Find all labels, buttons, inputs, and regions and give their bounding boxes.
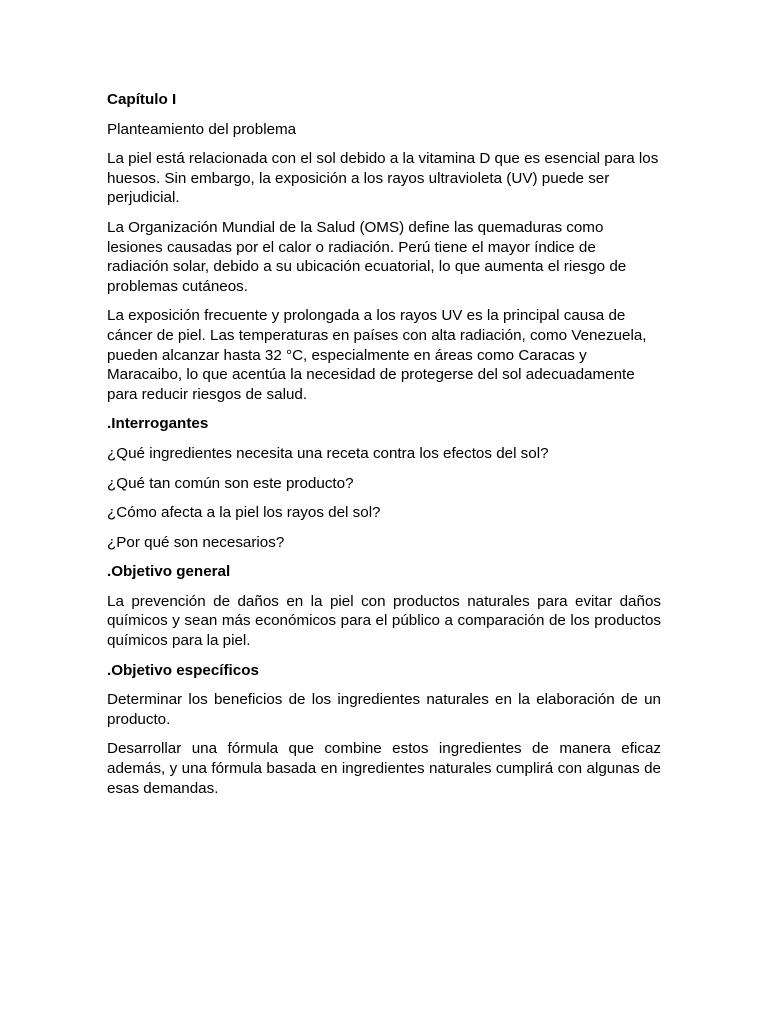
question-4: ¿Por qué son necesarios? xyxy=(107,533,285,551)
question-3: ¿Cómo afecta a la piel los rayos del sol? xyxy=(107,504,381,522)
question-1: ¿Qué ingredientes necesita una receta contra los efectos del sol? xyxy=(107,444,549,462)
objetivo-general-heading: .Objetivo general xyxy=(107,563,231,581)
interrogantes-heading: .Interrogantes xyxy=(107,415,209,433)
intro-paragraph-2: La Organización Mundial de la Salud (OMS) define las quemaduras como lesiones causadas por el calor o radiación. Perú tiene el mayor índice de radiación solar, debido a su ubicación ecuatorial, lo que aumenta el riesgo de problemas cutáneos. xyxy=(107,218,627,295)
chapter-title: Capítulo I xyxy=(107,91,177,108)
objetivo-especifico-2: Desarrollar una fórmula que combine estos ingredientes de manera eficaz además, y una fórmula basada en ingredientes naturales cumplirá con algunas de esas demandas. xyxy=(107,740,661,797)
objetivo-especifico-1: Determinar los beneficios de los ingredientes naturales en la elaboración de un producto. xyxy=(107,691,661,728)
document-page xyxy=(107,90,661,808)
section-title: Planteamiento del problema xyxy=(107,120,297,138)
question-2: ¿Qué tan común son este producto? xyxy=(107,474,354,492)
objetivos-especificos-heading: .Objetivo específicos xyxy=(107,661,259,679)
intro-paragraph-3: La exposición frecuente y prolongada a los rayos UV es la principal causa de cáncer de piel. Las temperaturas en países con alta radiación, como Venezuela, pueden alcanzar hasta 32 °C, especialmente en áreas como Caracas y Maracaibo, lo que acentúa la necesidad de protegerse del sol adecuadamente para reducir riesgos de salud. xyxy=(107,307,647,403)
intro-paragraph-1: La piel está relacionada con el sol debido a la vitamina D que es esencial para los huesos. Sin embargo, la exposición a los rayos ultravioleta (UV) puede ser perjudicial. xyxy=(107,150,659,207)
objetivo-general-text: La prevención de daños en la piel con productos naturales para evitar daños químicos y sean más económicos para el público a comparación de los productos químicos para la piel. xyxy=(107,592,661,650)
